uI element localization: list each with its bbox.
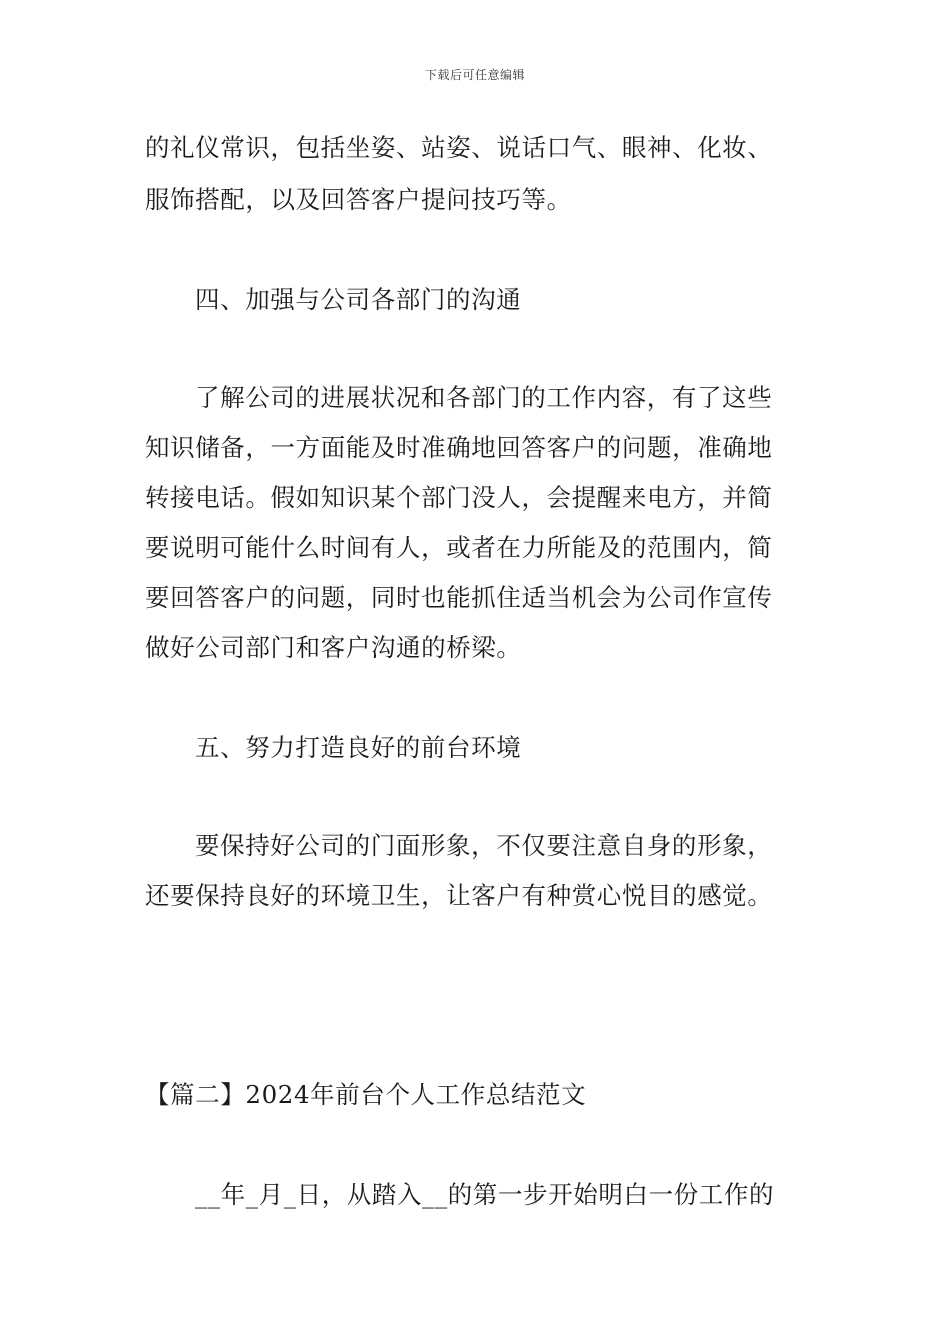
paragraph-line: 知识储备，一方面能及时准确地回答客户的问题，准确地 <box>145 433 773 462</box>
paragraph-line: 的礼仪常识，包括坐姿、站姿、说话口气、眼神、化妆、 <box>145 133 773 162</box>
paragraph-line: 转接电话。假如知识某个部门没人，会提醒来电方，并简 <box>145 483 773 512</box>
paragraph-line: 要回答客户的问题，同时也能抓住适当机会为公司作宣传 <box>145 583 773 612</box>
paragraph-line: 服饰搭配，以及回答客户提问技巧等。 <box>145 185 572 214</box>
paragraph-line: 了解公司的进展状况和各部门的工作内容，有了这些 <box>195 383 773 412</box>
paragraph-line: 做好公司部门和客户沟通的桥梁。 <box>145 633 522 662</box>
paragraph-line: 要说明可能什么时间有人，或者在力所能及的范围内，简 <box>145 533 773 562</box>
page-header: 下载后可任意编辑 <box>424 68 525 82</box>
paragraph-line: 还要保持良好的环境卫生，让客户有种赏心悦目的感觉。 <box>145 881 773 910</box>
section-heading: 五、努力打造良好的前台环境 <box>195 733 522 762</box>
section-heading: 四、加强与公司各部门的沟通 <box>195 285 522 314</box>
article-title: 【篇二】2024年前台个人工作总结范文 <box>145 1080 587 1109</box>
paragraph-line: 要保持好公司的门面形象，不仅要注意自身的形象， <box>195 831 773 860</box>
paragraph-line: __年_月_日，从踏入__的第一步开始明白一份工作的 <box>195 1180 775 1209</box>
